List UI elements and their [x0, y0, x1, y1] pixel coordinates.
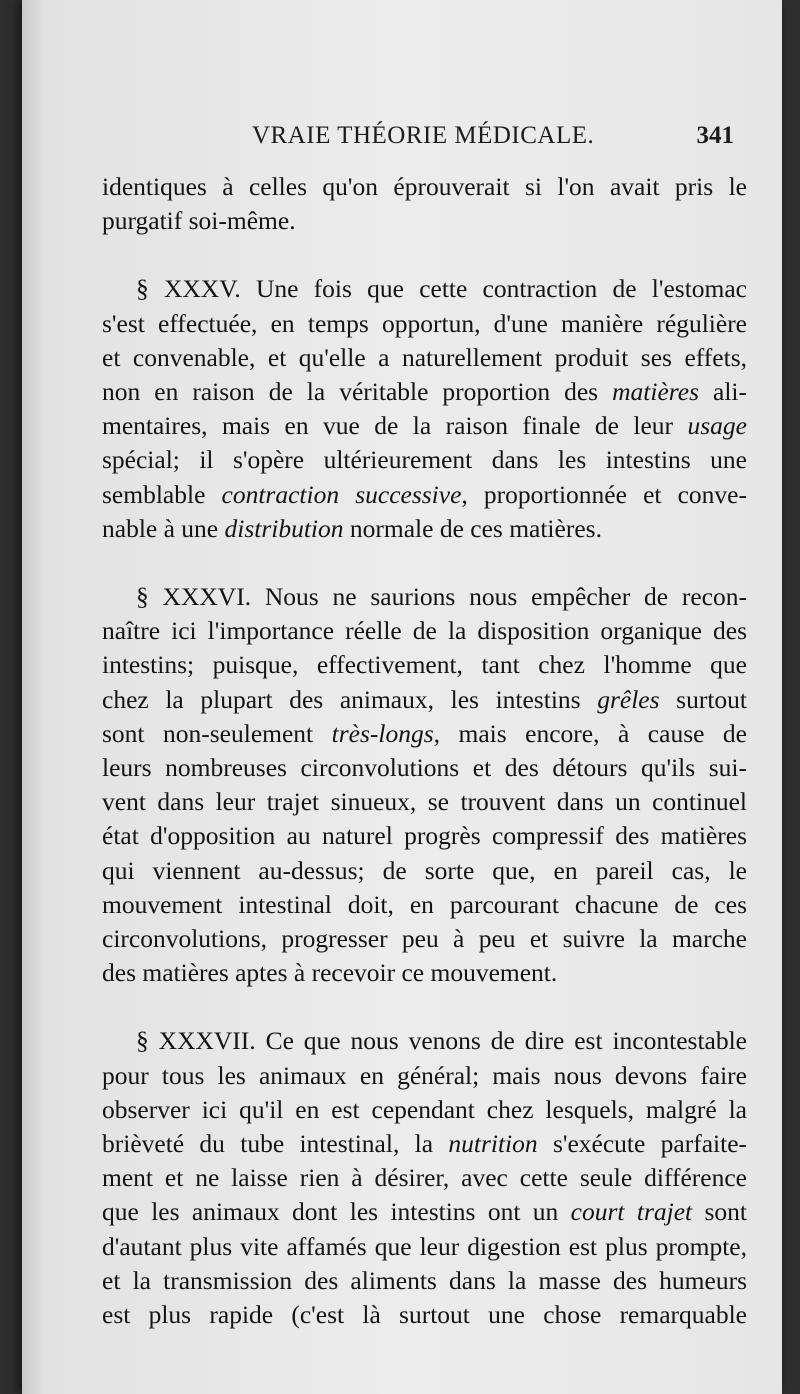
- text-run: surtout: [659, 684, 747, 714]
- text-run: des matières aptes à recevoir ce mouvement.: [102, 958, 558, 988]
- text-line: [102, 888, 747, 922]
- paragraph: [102, 1024, 747, 1332]
- text-run: mouvement intestinal doit, en parcourant chacune de ces: [102, 889, 747, 919]
- text-run: ali-: [699, 377, 748, 407]
- text-run: est plus rapide (c'est là surtout une chose remarquable: [102, 1300, 747, 1330]
- running-title: VRAIE THÉORIE MÉDICALE.: [252, 122, 595, 149]
- text-line: [102, 443, 747, 477]
- paragraph: [102, 272, 747, 546]
- italic-text: nutrition: [448, 1129, 538, 1159]
- text-line: [102, 170, 747, 204]
- text-line: [102, 922, 747, 956]
- text-run: observer ici qu'il en est cependant chez lesquels, malgré la: [102, 1094, 747, 1124]
- text-run: s'est effectuée, en temps opportun, d'une manière régulière: [102, 308, 747, 338]
- text-line: [102, 512, 747, 546]
- text-run: et convenable, et qu'elle a naturellement produit ses effets,: [102, 342, 747, 372]
- text-run: non en raison de la véritable proportion des: [102, 377, 613, 407]
- text-run: leurs nombreuses circonvolutions et des détours qu'ils sui-: [102, 753, 747, 783]
- text-line: [102, 1024, 747, 1058]
- italic-text: très-longs,: [331, 718, 441, 748]
- text-line: [102, 409, 747, 443]
- body-text: [102, 170, 747, 1332]
- paragraph-gap: [102, 546, 747, 580]
- text-run: que les animaux dont les intestins ont un: [102, 1197, 571, 1227]
- text-line: [102, 717, 747, 751]
- text-line: [102, 614, 747, 648]
- text-run: normale de ces matières.: [343, 513, 602, 543]
- text-run: d'autant plus vite affamés que leur digestion est plus prompte,: [102, 1231, 747, 1261]
- paragraph-gap: [102, 238, 747, 272]
- text-run: sont: [692, 1197, 748, 1227]
- text-run: nable à une: [102, 513, 225, 543]
- italic-text: court trajet: [570, 1197, 693, 1227]
- text-run: mais encore, à cause de: [440, 718, 748, 748]
- text-line: [102, 683, 747, 717]
- text-run: naître ici l'importance réelle de la disposition organique des: [102, 616, 747, 646]
- text-line: [102, 1195, 747, 1229]
- text-run: intestins; puisque, effectivement, tant chez l'homme que: [102, 650, 747, 680]
- text-line: [102, 1264, 747, 1298]
- text-run: vent dans leur trajet sinueux, se trouvent dans un continuel: [102, 787, 747, 817]
- book-page: [22, 0, 782, 1394]
- paragraph-gap: [102, 990, 747, 1024]
- paragraph: [102, 170, 747, 238]
- text-line: [102, 341, 747, 375]
- text-line: [102, 1298, 747, 1332]
- text-line: [102, 751, 747, 785]
- text-run: qui viennent au-dessus; de sorte que, en pareil cas, le: [102, 855, 747, 885]
- text-run: circonvolutions, progresser peu à peu et suivre la marche: [102, 924, 747, 954]
- paragraph: [102, 580, 747, 990]
- text-line: [102, 1059, 747, 1093]
- text-run: identiques à celles qu'on éprouverait si l'on avait pris le: [102, 172, 747, 201]
- text-run: sont non-seulement: [102, 718, 332, 748]
- text-run: état d'opposition au naturel progrès compressif des matières: [102, 821, 747, 851]
- italic-text: contraction successive,: [221, 479, 468, 509]
- text-run: spécial; il s'opère ultérieurement dans les intestins une: [102, 445, 747, 475]
- text-run: s'exécute parfaite-: [537, 1129, 747, 1159]
- italic-text: usage: [687, 411, 747, 441]
- text-line: [102, 648, 747, 682]
- text-run: § XXXVII. Ce que nous venons de dire est incontestable: [136, 1026, 747, 1056]
- running-header: [114, 120, 734, 156]
- text-run: brièveté du tube intestinal, la: [102, 1129, 449, 1159]
- text-run: mentaires, mais en vue de la raison finale de leur: [102, 411, 688, 441]
- text-run: chez la plupart des animaux, les intestins: [102, 684, 598, 714]
- text-run: ment et ne laisse rien à désirer, avec cette seule différence: [102, 1163, 747, 1193]
- text-line: [102, 785, 747, 819]
- page-number: 341: [696, 122, 734, 149]
- text-line: [102, 204, 747, 238]
- text-run: proportionnée et conve-: [467, 479, 747, 509]
- text-run: § XXXV. Une fois que cette contraction de l'estomac: [136, 274, 747, 304]
- text-run: pour tous les animaux en général; mais nous devons faire: [102, 1060, 747, 1090]
- text-run: § XXXVI. Nous ne saurions nous empêcher de recon-: [136, 582, 747, 612]
- text-line: [102, 1093, 747, 1127]
- text-line: [102, 478, 747, 512]
- text-run: purgatif soi-même.: [102, 206, 296, 236]
- italic-text: distribution: [224, 513, 344, 543]
- italic-text: grêles: [597, 684, 660, 714]
- text-run: semblable: [102, 479, 222, 509]
- text-line: [102, 854, 747, 888]
- text-line: [102, 956, 747, 990]
- text-line: [102, 272, 747, 306]
- text-line: [102, 375, 747, 409]
- text-line: [102, 819, 747, 853]
- text-run: et la transmission des aliments dans la masse des humeurs: [102, 1265, 747, 1295]
- text-line: [102, 1127, 747, 1161]
- text-line: [102, 1161, 747, 1195]
- italic-text: matières: [612, 377, 699, 407]
- text-line: [102, 307, 747, 341]
- text-line: [102, 580, 747, 614]
- text-line: [102, 1230, 747, 1264]
